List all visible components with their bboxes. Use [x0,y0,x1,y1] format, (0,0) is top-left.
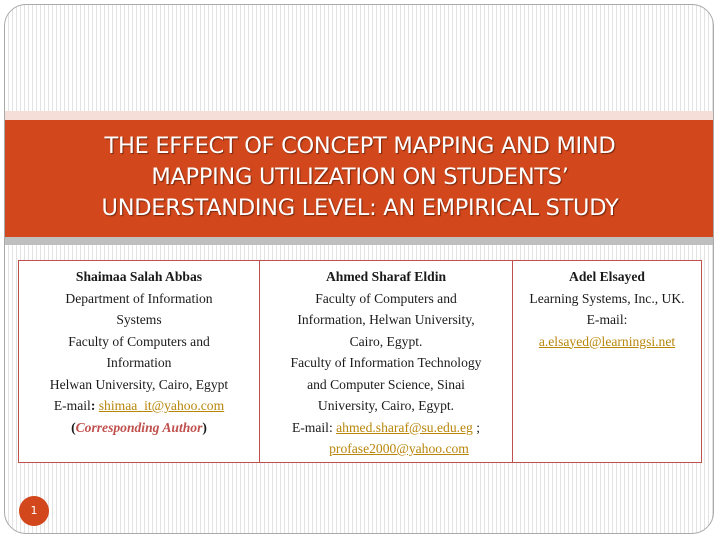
author-cell-1 [19,261,260,463]
author-3-line-2: E-mail: [586,312,628,327]
author-2-email-line [264,417,508,439]
author-2-line-2: Information, Helwan University, [297,312,475,327]
author-2-email-label: E-mail: [291,419,337,435]
title-line-3: UNDERSTANDING LEVEL: AN EMPIRICAL STUDY [101,195,619,221]
author-1-email-label: E-mail [53,398,91,413]
slide-title [25,131,695,224]
author-cell-2 [260,261,513,463]
slide [4,4,714,534]
title-line-2: MAPPING UTILIZATION ON STUDENTS’ [151,164,569,190]
author-1-line-4: Information [106,355,172,370]
author-2-line-4: Faculty of Information Technology [290,355,482,370]
author-2-line-5: and Computer Science, Sinai [307,376,465,392]
author-1-role: Corresponding Author [75,419,203,435]
author-2-email-separator: ; [472,419,481,435]
author-1-email-colon: : [90,398,99,413]
author-1-name: Shaimaa Salah Abbas [75,269,203,284]
author-2-name: Ahmed Sharaf Eldin [325,269,447,284]
title-line-1: THE EFFECT OF CONCEPT MAPPING AND MIND [104,133,616,159]
title-band-top-stripe [5,111,713,120]
author-1-role-close: ) [202,419,207,435]
author-3-name: Adel Elsayed [569,269,645,284]
author-1-email-line [23,395,255,417]
authors-row [19,261,702,463]
authors-table [18,260,702,463]
author-2-email2-line [264,438,508,460]
author-1-line-2: Systems [116,312,162,327]
title-band-bottom-stripe [5,237,713,245]
author-1-role-line [23,417,255,439]
author-2-line-1: Faculty of Computers and [315,290,457,306]
author-2-email-link[interactable]: ahmed.sharaf@su.edu.eg [336,419,473,435]
author-2-email2-link[interactable]: profase2000@yahoo.com [329,441,469,456]
author-1-email-link[interactable]: shimaa_it@yahoo.com [98,398,225,413]
author-1-role-open: ( [71,419,76,435]
author-1-line-1: Department of Information [65,290,213,306]
author-3-email-link[interactable]: a.elsayed@learningsi.net [538,333,676,349]
slide-number-badge: 1 [19,496,49,526]
author-3-line-1: Learning Systems, Inc., UK. [529,290,685,306]
author-cell-3 [513,261,702,463]
author-1-line-5: Helwan University, Cairo, Egypt [49,376,229,392]
author-3-email-line [517,331,697,353]
author-2-line-6: University, Cairo, Egypt. [317,398,455,413]
author-1-line-3: Faculty of Computers and [68,333,210,349]
author-2-line-3: Cairo, Egypt. [349,333,423,349]
